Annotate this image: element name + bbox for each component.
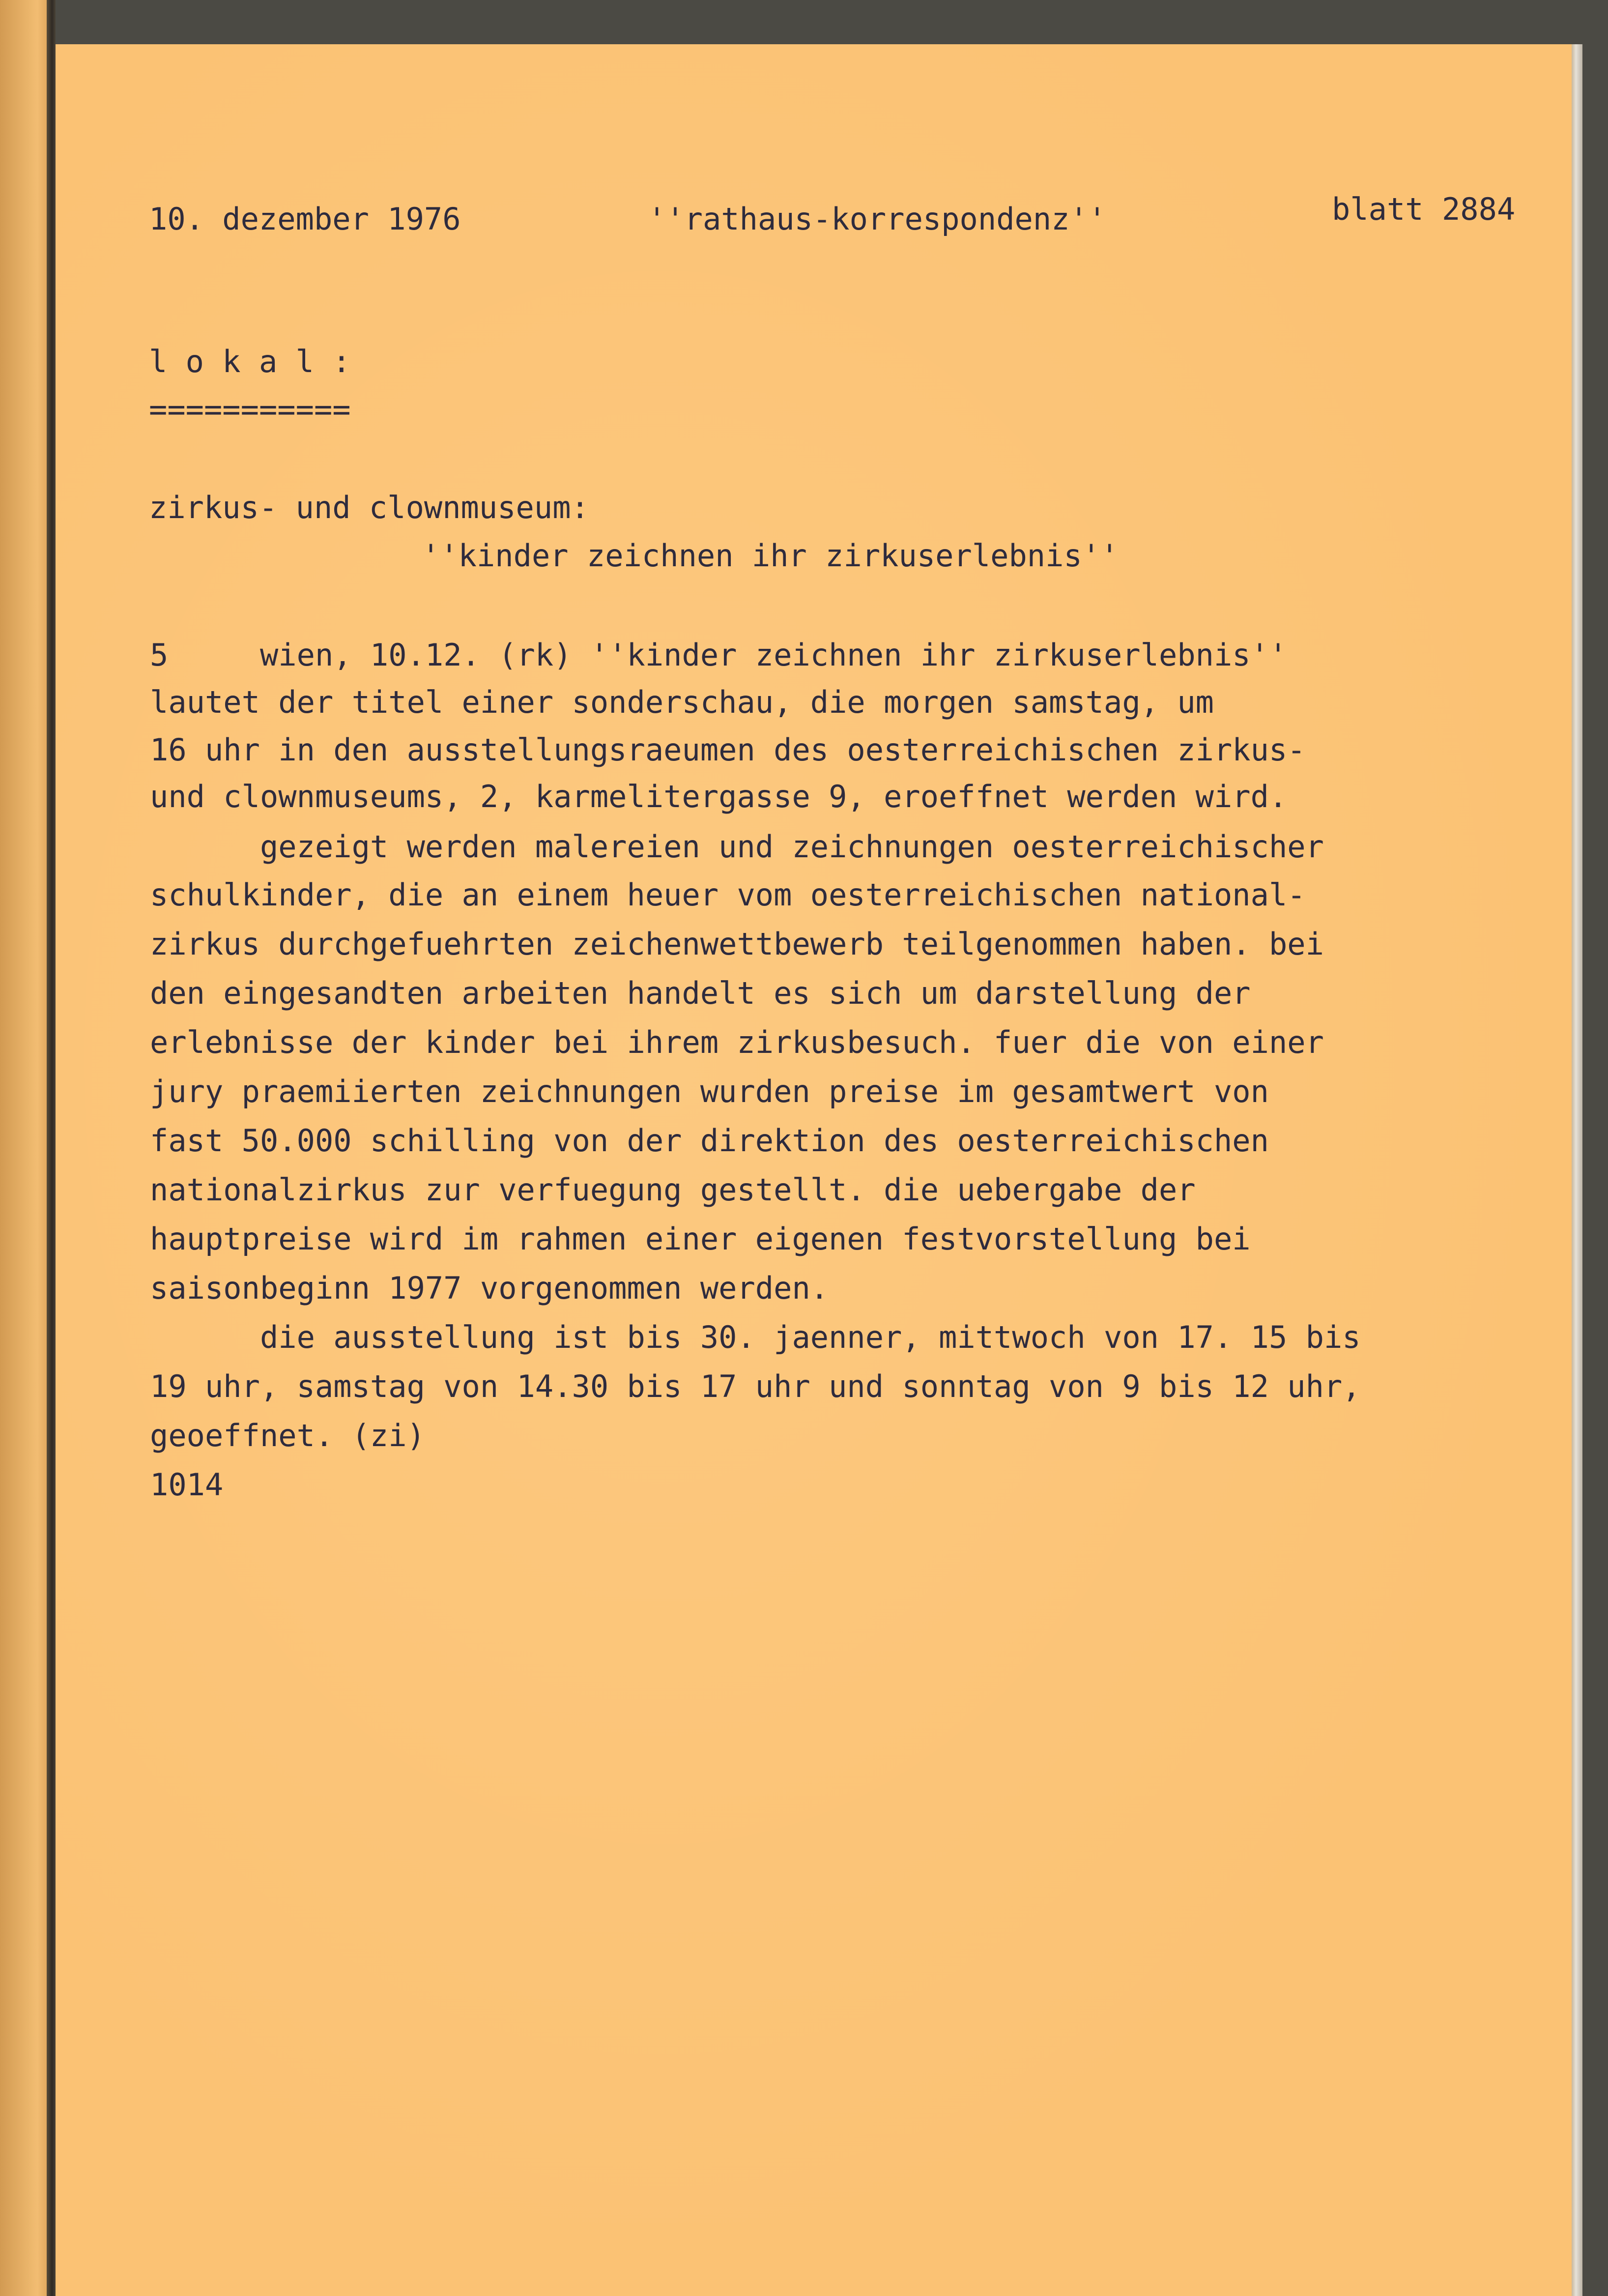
body-line: saisonbeginn 1977 vorgenommen werden. xyxy=(150,1270,829,1306)
header-date: 10. dezember 1976 xyxy=(149,201,461,237)
body-line: jury praemiierten zeichnungen wurden preise im gesamtwert von xyxy=(150,1074,1269,1109)
section-underline: =========== xyxy=(149,391,351,427)
body-line: nationalzirkus zur verfuegung gestellt. die uebergabe der xyxy=(150,1172,1196,1208)
header-sheet-number: blatt 2884 xyxy=(1332,191,1516,227)
typed-page xyxy=(56,44,1572,2296)
body-line: schulkinder, die an einem heuer vom oesterreichischen national- xyxy=(150,877,1306,913)
body-line: 16 uhr in den ausstellungsraeumen des oesterreichischen zirkus- xyxy=(150,732,1306,768)
body-line: erlebnisse der kinder bei ihrem zirkusbesuch. fuer die von einer xyxy=(150,1024,1324,1060)
body-line: geoeffnet. (zi) xyxy=(150,1418,425,1453)
body-line: fast 50.000 schilling von der direktion des oesterreichischen xyxy=(150,1123,1269,1159)
body-line: hauptpreise wird im rahmen einer eigenen festvorstellung bei xyxy=(150,1221,1251,1257)
body-line: lautet der titel einer sonderschau, die morgen samstag, um xyxy=(150,684,1214,720)
body-line: 19 uhr, samstag von 14.30 bis 17 uhr und sonntag von 9 bis 12 uhr, xyxy=(150,1368,1361,1404)
section-label: l o k a l : xyxy=(149,344,351,379)
page-stack-edge xyxy=(1572,44,1582,2296)
document-number: 1014 xyxy=(150,1467,224,1503)
body-line: und clownmuseums, 2, karmelitergasse 9, eroeffnet werden wird. xyxy=(150,779,1288,814)
body-line: zirkus durchgefuehrten zeichenwettbewerb teilgenommen haben. bei xyxy=(150,926,1324,962)
binding-strip xyxy=(0,0,47,2296)
binding-gutter xyxy=(47,0,56,2296)
header-publication: ''rathaus-korrespondenz'' xyxy=(648,201,1107,237)
headline-line-2: ''kinder zeichnen ihr zirkuserlebnis'' xyxy=(422,538,1119,574)
body-line: den eingesandten arbeiten handelt es sich um darstellung der xyxy=(150,975,1251,1011)
body-line: die ausstellung ist bis 30. jaenner, mittwoch von 17. 15 bis xyxy=(150,1319,1361,1355)
body-line: 5 wien, 10.12. (rk) ''kinder zeichnen ihr zirkuserlebnis'' xyxy=(150,637,1288,673)
headline-line-1: zirkus- und clownmuseum: xyxy=(149,490,589,525)
body-line: gezeigt werden malereien und zeichnungen oesterreichischer xyxy=(150,829,1324,865)
